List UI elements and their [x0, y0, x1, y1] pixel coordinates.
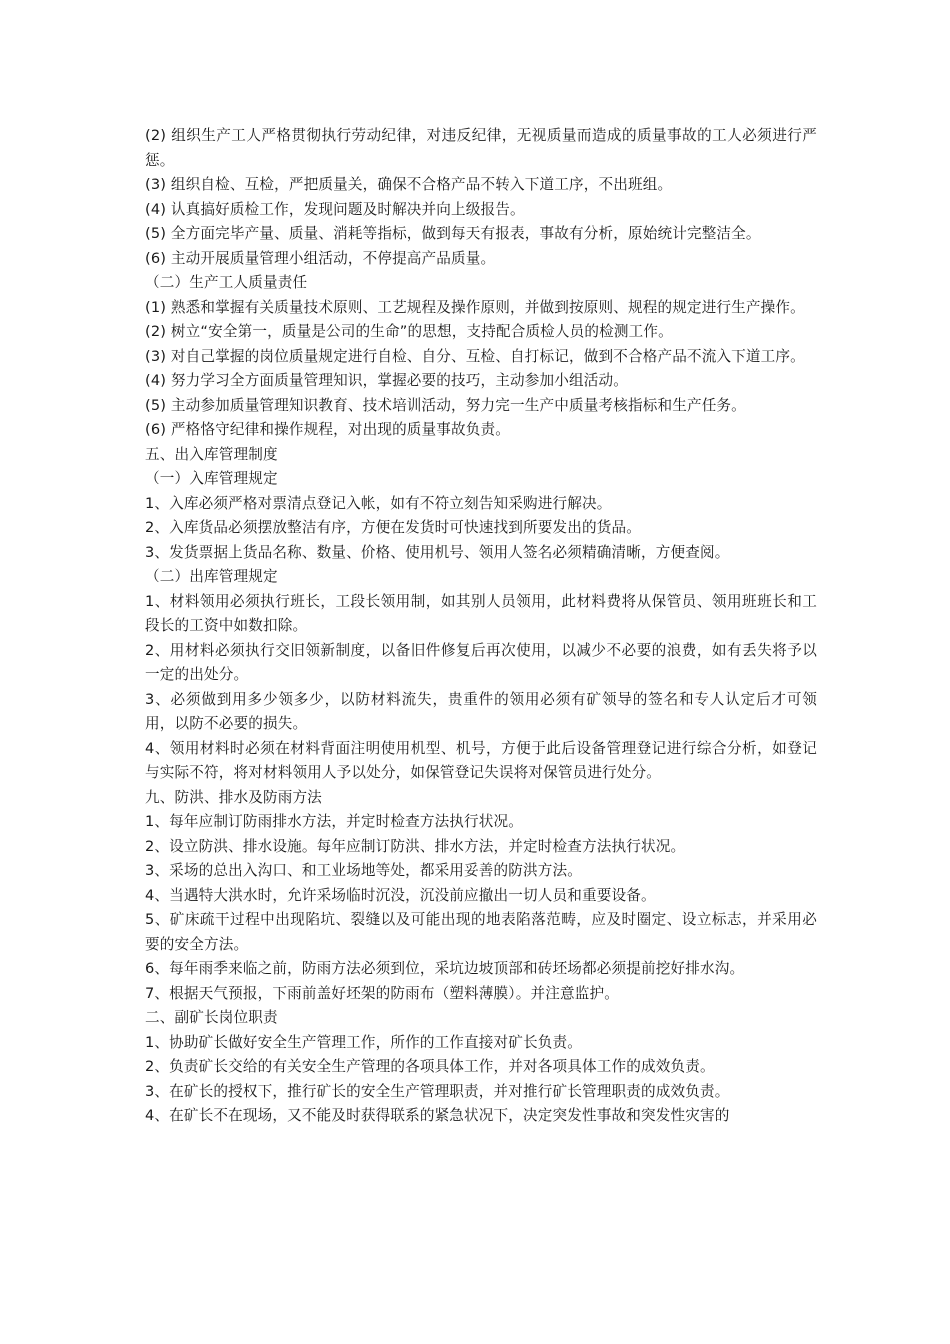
paragraph: 1、每年应制订防雨排水方法，并定时检查方法执行状况。: [145, 813, 524, 830]
paragraph: 1、协助矿长做好安全生产管理工作，所作的工作直接对矿长负责。: [145, 1033, 583, 1051]
paragraph: (3) 对自己掌握的岗位质量规定进行自检、自分、互检、自打标记，做到不合格产品不流入下道工序。: [145, 347, 805, 365]
paragraph: 4、领用材料时必须在材料背面注明使用机型、机号，方便于此后设备管理登记进行综合分析，如登记与实际不符，将对材料领用人予以处分，如保管登记失误将对保管员进行处分。: [145, 739, 817, 781]
document-body: [145, 124, 817, 1129]
paragraph: (6) 严格恪守纪律和操作规程，对出现的质量事故负责。: [145, 421, 511, 438]
paragraph: (5) 全方面完毕产量、质量、消耗等指标，做到每天有报表，事故有分析，原始统计完整洁全。: [145, 225, 761, 242]
paragraph: 2、设立防洪、排水设施。每年应制订防洪、排水方法，并定时检查方法执行状况。: [145, 837, 686, 855]
paragraph: 3、发货票据上货品名称、数量、价格、使用机号、领用人签名必须精确清晰，方便查阅。: [145, 543, 730, 561]
section-heading: 五、出入库管理制度: [145, 445, 278, 463]
paragraph: (2) 树立“安全第一，质量是公司的生命”的思想，支持配合质检人员的检测工作。: [145, 323, 673, 340]
section-heading: 九、防洪、排水及防雨方法: [145, 788, 322, 806]
paragraph: 1、材料领用必须执行班长，工段长领用制，如其别人员领用，此材料费将从保管员、领用班班长和工段长的工资中如数扣除。: [145, 592, 817, 634]
paragraph: (4) 努力学习全方面质量管理知识，掌握必要的技巧，主动参加小组活动。: [145, 372, 628, 389]
section-heading: （二）出库管理规定: [145, 568, 278, 585]
paragraph: 5、矿床疏干过程中出现陷坑、裂缝以及可能出现的地表陷落范畴，应及时圈定、设立标志，并采用必要的安全方法。: [145, 911, 817, 953]
paragraph: 2、入库货品必须摆放整洁有序，方便在发货时可快速找到所要发出的货品。: [145, 519, 641, 536]
paragraph: 3、在矿长的授权下，推行矿长的安全生产管理职责，并对推行矿长管理职责的成效负责。: [145, 1082, 730, 1100]
paragraph: (5) 主动参加质量管理知识教育、技术培训活动，努力完一生产中质量考核指标和生产任务。: [145, 396, 746, 414]
paragraph: 6、每年雨季来临之前，防雨方法必须到位，采坑边坡顶部和砖坯场都必须提前挖好排水沟。: [145, 960, 745, 977]
paragraph: 2、负责矿长交给的有关安全生产管理的各项具体工作，并对各项具体工作的成效负责。: [145, 1058, 715, 1075]
paragraph: 4、在矿长不在现场，又不能及时获得联系的紧急状况下，决定突发性事故和突发性灾害的: [145, 1107, 730, 1124]
paragraph: (2) 组织生产工人严格贯彻执行劳动纪律，对违反纪律，无视质量而造成的质量事故的工人必须进行严惩。: [145, 127, 817, 169]
paragraph: 7、根据天气预报，下雨前盖好坯架的防雨布（塑料薄膜）。并注意监护。: [145, 984, 619, 1002]
paragraph: (4) 认真搞好质检工作，发现问题及时解决并向上级报告。: [145, 200, 525, 218]
paragraph: (1) 熟悉和掌握有关质量技术原则、工艺规程及操作原则，并做到按原则、规程的规定进行生产操作。: [145, 298, 805, 316]
paragraph: (6) 主动开展质量管理小组活动，不停提高产品质量。: [145, 249, 496, 267]
paragraph: 3、采场的总出入沟口、和工业场地等处，都采用妥善的防洪方法。: [145, 862, 583, 879]
section-heading: 二、副矿长岗位职责: [145, 1009, 278, 1026]
paragraph: 3、必须做到用多少领多少，以防材料流失，贵重件的领用必须有矿领导的签名和专人认定后才可领用，以防不必要的损失。: [145, 690, 817, 732]
paragraph: (3) 组织自检、互检，严把质量关，确保不合格产品不转入下道工序，不出班组。: [145, 176, 673, 193]
paragraph: 1、入库必须严格对票清点登记入帐，如有不符立刻告知采购进行解决。: [145, 494, 612, 512]
section-heading: （二）生产工人质量责任: [145, 274, 308, 291]
paragraph: 4、当遇特大洪水时，允许采场临时沉没，沉没前应撤出一切人员和重要设备。: [145, 886, 656, 904]
section-heading: （一）入库管理规定: [145, 470, 278, 487]
paragraph: 2、用材料必须执行交旧领新制度，以备旧件修复后再次使用，以减少不必要的浪费，如有丢失将予以一定的出处分。: [145, 641, 817, 683]
